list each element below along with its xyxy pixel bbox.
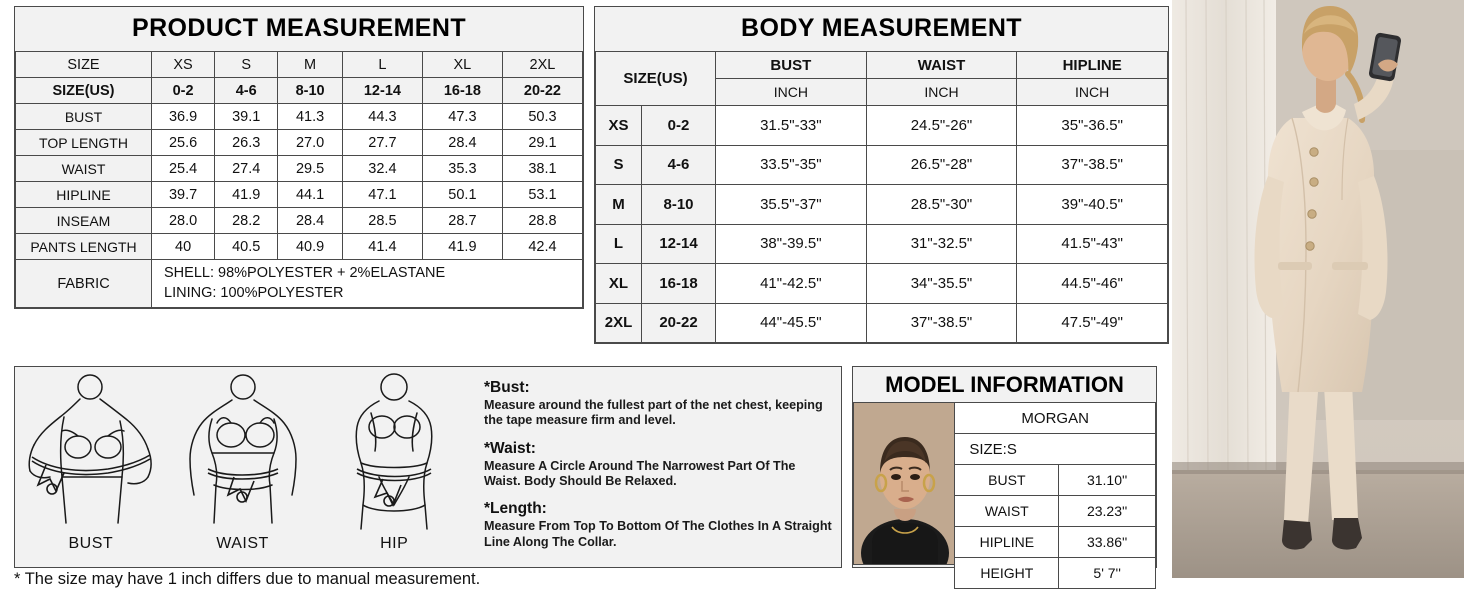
table-row xyxy=(596,106,1168,146)
table-row xyxy=(955,434,1156,465)
row-label: WAIST xyxy=(955,496,1059,527)
cell: 40.5 xyxy=(215,234,278,260)
cell-bust: 38"-39.5" xyxy=(716,224,867,264)
table-row xyxy=(16,182,583,208)
table-row xyxy=(955,527,1156,558)
product-measurement-panel xyxy=(14,6,584,309)
table-row xyxy=(16,78,583,104)
waist-figure-icon xyxy=(168,373,318,533)
product-measurement-title: PRODUCT MEASUREMENT xyxy=(132,14,466,42)
cell: 40 xyxy=(152,234,215,260)
waist-instruction-heading: *Waist: xyxy=(484,439,536,457)
cell: 28.0 xyxy=(152,208,215,234)
cell-waist: 31"-32.5" xyxy=(866,224,1017,264)
cell-waist: 37"-38.5" xyxy=(866,303,1017,343)
table-row xyxy=(16,208,583,234)
body-measurement-title: BODY MEASUREMENT xyxy=(741,14,1022,42)
hip-figure-icon xyxy=(319,373,469,533)
cell: 42.4 xyxy=(502,234,582,260)
waist-instruction-text: Measure A Circle Around The Narrowest Part Of The Waist. Body Should Be Relaxed. xyxy=(484,458,796,489)
body-measurement-table xyxy=(595,51,1168,343)
cell-hipline: 47.5"-49" xyxy=(1017,303,1168,343)
row-label-fabric: FABRIC xyxy=(16,260,152,308)
cell: 28.2 xyxy=(215,208,278,234)
row-label: HIPLINE xyxy=(955,527,1059,558)
cell-bust: 31.5"-33" xyxy=(716,106,867,146)
cell: 32.4 xyxy=(342,156,422,182)
model-photo xyxy=(853,402,954,565)
fabric-shell: SHELL: 98%POLYESTER + 2%ELASTANE xyxy=(164,265,446,281)
cell: 29.5 xyxy=(278,156,343,182)
cell-bust: 41"-42.5" xyxy=(716,264,867,304)
cell-hipline: 44.5"-46" xyxy=(1017,264,1168,304)
cell: 26.3 xyxy=(215,130,278,156)
table-row xyxy=(16,130,583,156)
bust-instruction-text: Measure around the fullest part of the net chest, keeping the tape measure firm and level. xyxy=(484,398,823,428)
table-row xyxy=(16,234,583,260)
size-label: M xyxy=(596,185,642,225)
column-header-l: L xyxy=(342,52,422,78)
bust-figure-icon xyxy=(16,373,166,533)
model-wearing-suit-image xyxy=(1172,0,1464,578)
us-size-2xl: 20-22 xyxy=(502,78,582,104)
cell: 5' 7'' xyxy=(1059,558,1156,589)
unit-hipline: INCH xyxy=(1017,79,1168,106)
table-row xyxy=(596,145,1168,185)
column-header-bust: BUST xyxy=(716,52,867,79)
cell: 33.86'' xyxy=(1059,527,1156,558)
cell-hipline: 39"-40.5" xyxy=(1017,185,1168,225)
table-row xyxy=(955,465,1156,496)
us-size: 20-22 xyxy=(642,303,716,343)
fabric-composition xyxy=(152,260,583,308)
column-header-size: SIZE xyxy=(16,52,152,78)
bust-instruction-heading: *Bust: xyxy=(484,379,530,396)
cell: 44.1 xyxy=(278,182,343,208)
table-row xyxy=(16,52,583,78)
table-row xyxy=(596,52,1168,79)
model-portrait-image xyxy=(854,403,954,565)
us-size: 8-10 xyxy=(642,185,716,225)
cell: 27.0 xyxy=(278,130,343,156)
row-label: HEIGHT xyxy=(955,558,1059,589)
row-label: HIPLINE xyxy=(16,182,152,208)
cell-hipline: 41.5"-43" xyxy=(1017,224,1168,264)
us-size: 12-14 xyxy=(642,224,716,264)
us-size-l: 12-14 xyxy=(342,78,422,104)
row-label: WAIST xyxy=(16,156,152,182)
table-row xyxy=(16,104,583,130)
table-row xyxy=(596,303,1168,343)
cell: 47.1 xyxy=(342,182,422,208)
cell: 41.9 xyxy=(422,234,502,260)
cell: 28.7 xyxy=(422,208,502,234)
cell: 28.5 xyxy=(342,208,422,234)
row-label: TOP LENGTH xyxy=(16,130,152,156)
cell-waist: 26.5"-28" xyxy=(866,145,1017,185)
cell: 38.1 xyxy=(502,156,582,182)
bust-diagram xyxy=(15,373,167,553)
cell: 25.4 xyxy=(152,156,215,182)
cell: 44.3 xyxy=(342,104,422,130)
model-size: SIZE:S xyxy=(955,434,1156,465)
cell: 23.23'' xyxy=(1059,496,1156,527)
cell: 47.3 xyxy=(422,104,502,130)
cell: 28.8 xyxy=(502,208,582,234)
table-row xyxy=(16,156,583,182)
cell: 41.9 xyxy=(215,182,278,208)
table-row xyxy=(955,496,1156,527)
unit-waist: INCH xyxy=(866,79,1017,106)
cell: 40.9 xyxy=(278,234,343,260)
cell: 39.1 xyxy=(215,104,278,130)
cell: 28.4 xyxy=(422,130,502,156)
cell-bust: 33.5"-35" xyxy=(716,145,867,185)
body-measurement-panel xyxy=(594,6,1169,344)
fabric-lining: LINING: 100%POLYESTER xyxy=(164,284,344,301)
product-photo xyxy=(1172,0,1464,578)
column-header-xs: XS xyxy=(152,52,215,78)
size-label: XS xyxy=(596,106,642,146)
size-label: S xyxy=(596,145,642,185)
table-row xyxy=(596,185,1168,225)
table-row xyxy=(955,558,1156,589)
us-size: 4-6 xyxy=(642,145,716,185)
measure-instructions xyxy=(470,367,841,567)
cell-hipline: 35"-36.5" xyxy=(1017,106,1168,146)
row-label: BUST xyxy=(955,465,1059,496)
cell: 36.9 xyxy=(152,104,215,130)
bust-diagram-label: BUST xyxy=(68,535,114,552)
table-row xyxy=(955,403,1156,434)
size-label: XL xyxy=(596,264,642,304)
model-measurements-table xyxy=(954,402,1156,589)
column-header-m: M xyxy=(278,52,343,78)
waist-diagram xyxy=(167,373,319,553)
cell-waist: 24.5"-26" xyxy=(866,106,1017,146)
model-information-body xyxy=(853,402,1156,589)
cell: 25.6 xyxy=(152,130,215,156)
model-information-title: MODEL INFORMATION xyxy=(885,372,1124,397)
cell: 27.7 xyxy=(342,130,422,156)
cell: 41.4 xyxy=(342,234,422,260)
size-label: L xyxy=(596,224,642,264)
cell: 35.3 xyxy=(422,156,502,182)
cell: 53.1 xyxy=(502,182,582,208)
cell: 29.1 xyxy=(502,130,582,156)
column-header-2xl: 2XL xyxy=(502,52,582,78)
measurement-disclaimer: * The size may have 1 inch differs due to manual measurement. xyxy=(14,570,481,588)
us-size-xs: 0-2 xyxy=(152,78,215,104)
cell: 39.7 xyxy=(152,182,215,208)
length-instruction-text: Measure From Top To Bottom Of The Clothes In A Straight Line Along The Collar. xyxy=(484,519,832,549)
cell: 41.3 xyxy=(278,104,343,130)
measurement-diagrams xyxy=(15,367,470,567)
cell-bust: 44"-45.5" xyxy=(716,303,867,343)
model-information-panel xyxy=(852,366,1157,581)
column-header-hipline: HIPLINE xyxy=(1017,52,1168,79)
hip-diagram xyxy=(318,373,470,553)
cell: 27.4 xyxy=(215,156,278,182)
us-size-m: 8-10 xyxy=(278,78,343,104)
table-row-fabric xyxy=(16,260,583,308)
column-header-size-us: SIZE(US) xyxy=(16,78,152,104)
how-to-measure-panel xyxy=(14,366,842,568)
cell: 50.3 xyxy=(502,104,582,130)
column-header-s: S xyxy=(215,52,278,78)
us-size-s: 4-6 xyxy=(215,78,278,104)
hip-diagram-label: HIP xyxy=(380,535,409,552)
size-label: 2XL xyxy=(596,303,642,343)
model-name: MORGAN xyxy=(955,403,1156,434)
row-label: BUST xyxy=(16,104,152,130)
row-label: INSEAM xyxy=(16,208,152,234)
table-row xyxy=(596,224,1168,264)
us-size-xl: 16-18 xyxy=(422,78,502,104)
cell-waist: 34"-35.5" xyxy=(866,264,1017,304)
column-header-xl: XL xyxy=(422,52,502,78)
table-row xyxy=(596,264,1168,304)
row-label: PANTS LENGTH xyxy=(16,234,152,260)
cell-bust: 35.5"-37" xyxy=(716,185,867,225)
cell: 50.1 xyxy=(422,182,502,208)
product-measurement-table xyxy=(15,51,583,308)
waist-diagram-label: WAIST xyxy=(216,535,269,552)
column-header-waist: WAIST xyxy=(866,52,1017,79)
length-instruction-heading: *Length: xyxy=(484,500,547,518)
cell: 28.4 xyxy=(278,208,343,234)
us-size: 16-18 xyxy=(642,264,716,304)
unit-bust: INCH xyxy=(716,79,867,106)
cell-hipline: 37"-38.5" xyxy=(1017,145,1168,185)
cell: 31.10'' xyxy=(1059,465,1156,496)
column-header-size-us: SIZE(US) xyxy=(596,52,716,106)
cell-waist: 28.5"-30" xyxy=(866,185,1017,225)
us-size: 0-2 xyxy=(642,106,716,146)
